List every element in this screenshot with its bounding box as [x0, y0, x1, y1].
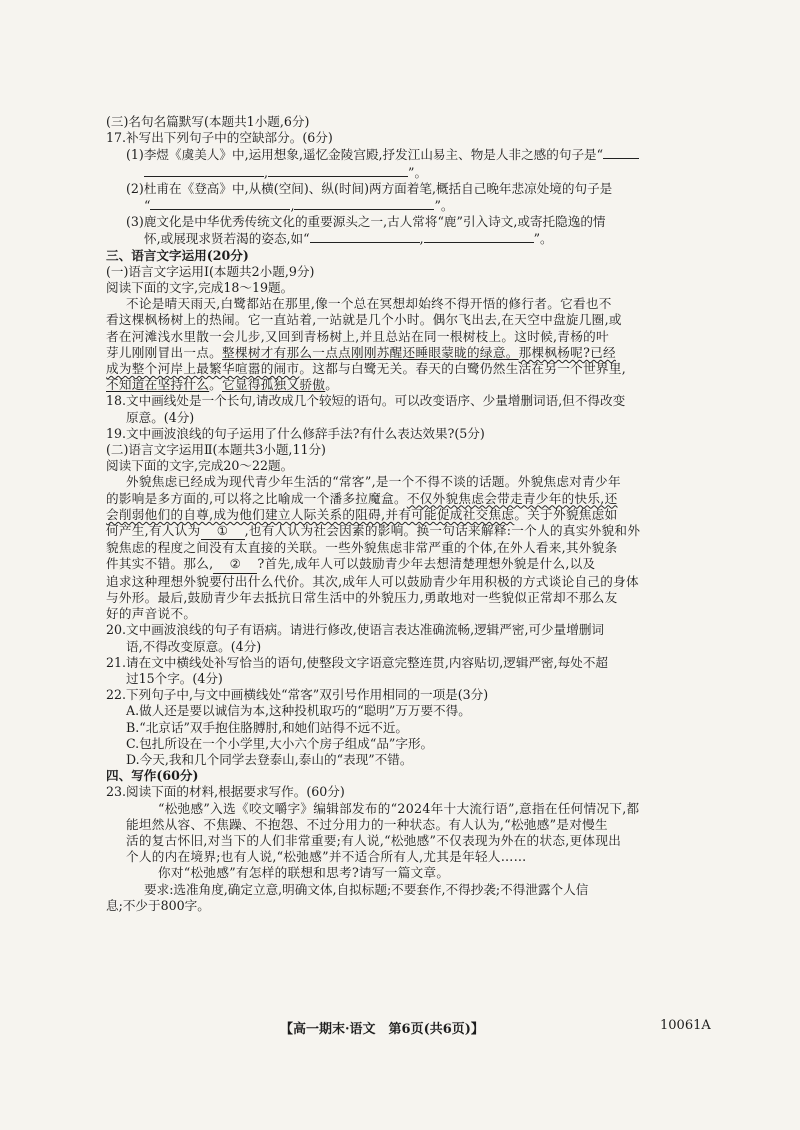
- answer-blank[interactable]: [424, 230, 534, 243]
- footer-page-info: 【高一期末·语文 第6页(共6页)】: [280, 1022, 484, 1037]
- question-17: 17.补写出下列句子中的空缺部分。(6分): [106, 130, 333, 146]
- question-21: 21.请在文中横线处补写恰当的语句,使整段文字语意完整连贯,内容贴切,逻辑严密,每处不超: [106, 654, 609, 670]
- question-18: 18.文中画线处是一个长句,请改成几个较短的语句。可以改变语序、少量增删词语,但不得改变: [106, 393, 626, 409]
- writing-requirement-cont: 息;不少于800字。: [106, 897, 210, 913]
- question-17-2: (2)杜甫在《登高》中,从横(空间)、纵(时间)两方面着笔,概括自己晚年悲凉处境的句子是: [126, 180, 613, 196]
- subsection-1-header: (一)语言文字运用Ⅰ(本题共2小题,9分): [106, 263, 315, 279]
- question-20: 20.文中画波浪线的句子有语病。请进行修改,使语言表达准确流畅,逻辑严密,可少量增删词: [106, 622, 605, 638]
- writing-requirement: 要求:选准角度,确定立意,明确文体,自拟标题;不要套作,不得抄袭;不得泄露个人信: [144, 881, 589, 897]
- question-21-cont: 过15个字。(4分): [126, 670, 223, 686]
- part-3-header: 三、语言文字运用(20分): [106, 247, 249, 263]
- exam-content: [106, 114, 706, 914]
- footer-code: 10061A: [660, 1018, 711, 1033]
- reading-instruction-2: 阅读下面的文字,完成20～22题。: [106, 458, 294, 474]
- writing-material: “松弛感”入选《咬文嚼字》编辑部发布的“2024年十大流行语”,意指在任何情况下,都 能坦然从容、不焦躁、不抱怨、不过分用力的一种状态。有人认为,“松弛感”是对慢生 活的复古怀旧,对当下的人们非常重要;有人说,“松弛感”不仅表现为外在的状态,更体现出 个人的内在境界;也有人说,“松弛感”并不适合所有人,尤其是年轻人…… 你对“松弛感”有怎样的联想和思考?请写一篇文章。: [126, 800, 640, 881]
- question-19: 19.文中画波浪线的句子运用了什么修辞手法?有什么表达效果?(5分): [106, 425, 485, 441]
- option-b[interactable]: B.“北京话”双手抱住胳膊肘,和她们站得不远不近。: [126, 719, 409, 735]
- wavy-sentence: 那棵枫杨呢?已经: [518, 344, 616, 360]
- answer-blank[interactable]: [150, 197, 290, 210]
- passage-appearance-anxiety: 外貌焦虑已经成为现代青少年生活的“常客”,是一个不得不谈的话题。外貌焦虑对青少年 的影响是多方面的,可以将之比喻成一个潘多拉魔盒。不仅外貌焦虑会带走青少年的快乐,还 会削弱他们的自尊,成为他们建立人际关系的阻碍,并有可能促成社交焦虑。关于外貌焦虑如 何产生,有人认为 ① ,也有人认为社会因素的影响。换一句话来解释:一个人的真实外貌和外 貌焦虑的程度之间没有太直接的关联。一些外貌焦虑非常严重的个体,在外人看来,其外貌条 件其实不错。那么, ② ?首先,成年人可以鼓励青少年去想清楚理想外貌是什么,以及 追求这种理想外貌要付出什么代价。其次,成年人可以鼓励青少年用积极的方式谈论自己的身体 与外形。最后,鼓励青少年去抵抗日常生活中的外貌压力,勇敢地对一些貌似正常却不那么友 好的声音说不。: [106, 474, 641, 622]
- question-17-1: (1)李煜《虞美人》中,运用想象,遥忆金陵宫殿,抒发江山易主、物是人非之感的句子是“: [106, 146, 706, 163]
- answer-blank[interactable]: [310, 230, 420, 243]
- section-3-header: (三)名句名篇默写(本题共1小题,6分): [106, 114, 310, 129]
- answer-blank[interactable]: [144, 164, 264, 177]
- question-23: 23.阅读下面的材料,根据要求写作。(60分): [106, 784, 345, 800]
- wavy-sentence: 不仅外貌焦虑会带走青少年的快乐,还: [406, 490, 618, 506]
- fill-blank-1[interactable]: ①: [201, 523, 245, 540]
- question-17-3: (3)鹿文化是中华优秀传统文化的重要源头之一,古人常将“鹿”引入诗文,或寄托隐逸的情: [126, 214, 606, 230]
- answer-blank[interactable]: [294, 197, 434, 210]
- answer-blank[interactable]: [603, 146, 639, 159]
- question-20-cont: 语,不得改变原意。(4分): [126, 638, 262, 654]
- option-c[interactable]: C.包扎所设在一个小学里,大小六个房子组成“品”字形。: [126, 735, 434, 751]
- underlined-long-sentence: 整棵树才有那么一点点刚刚苏醒还睡眼蒙眬的绿意。: [222, 344, 519, 360]
- subsection-2-header: (二)语言文字运用Ⅱ(本题共3小题,11分): [106, 442, 326, 458]
- option-a[interactable]: A.做人还是要以诚信为本,这种投机取巧的“聪明”万万要不得。: [126, 703, 471, 719]
- wavy-sentence: 成为整个河岸上最繁华喧嚣的闹市: [106, 361, 300, 377]
- option-d[interactable]: D.今天,我和几个同学去登泰山,泰山的“表现”不错。: [126, 751, 413, 767]
- question-17-2-cont: “ , ”。: [144, 198, 454, 214]
- wavy-sentence: 会削弱他们的自尊,成为他们建立人际关系的阻碍,并有可能促成社交焦虑: [106, 506, 515, 522]
- fill-blank-2[interactable]: ②: [213, 556, 257, 573]
- question-18-cont: 原意。(4分): [126, 409, 195, 425]
- answer-blank[interactable]: [268, 164, 408, 177]
- passage-egret: 不论是晴天雨天,白鹭都站在那里,像一个总在冥想却始终不得开悟的修行者。它看也不 看这棵枫杨树上的热闹。它一直站着,一站就是几个小时。偶尔飞出去,在天空中盘旋几圈,或 者在河滩浅水里散一会儿步,又回到青杨树上,并且总站在同一根树枝上。这时候,青杨的叶 芽儿刚刚冒出一点。整棵树才有那么一点点刚刚苏醒还睡眼蒙眬的绿意。那棵枫杨呢?已经 成为整个河岸上最繁华喧嚣的闹市。这都与白鹭无关。春天的白鹭仍然生活在另一个世界里, 不知道在坚持什么。它显得孤独又骄傲。: [106, 296, 627, 393]
- question-17-1-cont: , ”。: [106, 164, 706, 181]
- part-4-header: 四、写作(60分): [106, 768, 199, 784]
- question-17-3-cont: 怀,或展现求贤若渴的姿态,如“ , ”。: [144, 231, 553, 247]
- reading-instruction-1: 阅读下面的文字,完成18～19题。: [106, 280, 294, 296]
- question-22: 22.下列句子中,与文中画横线处“常客”双引号作用相同的一项是(3分): [106, 687, 489, 703]
